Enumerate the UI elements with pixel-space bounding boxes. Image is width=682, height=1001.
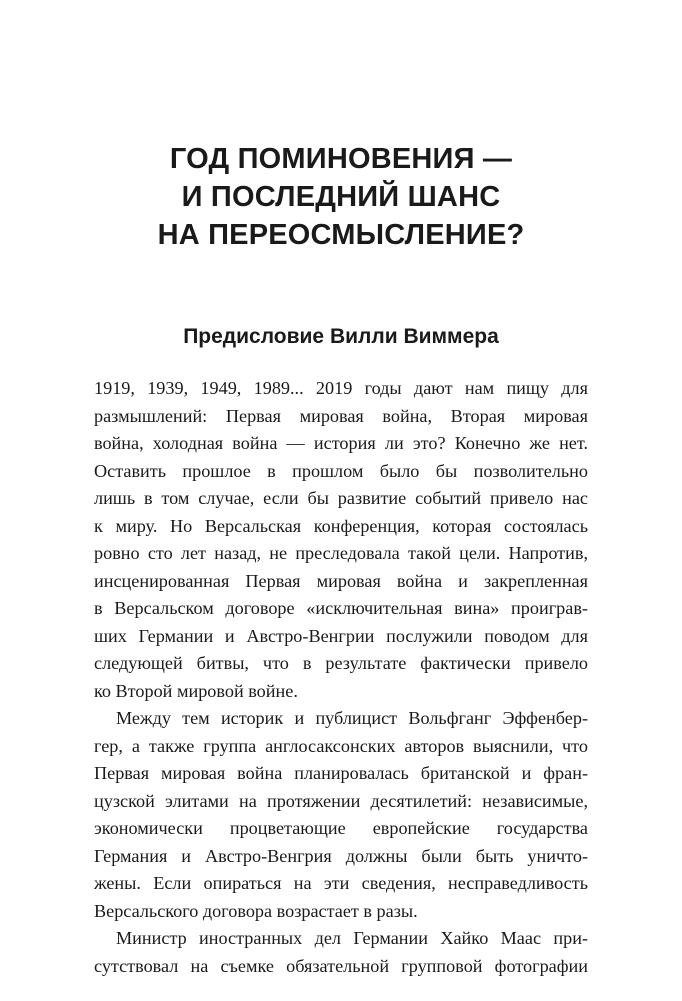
text-line: Министр иностранных дел Германии Хайко Маас при- bbox=[116, 928, 588, 948]
text-line: цузской элитами на протяжении десятилетий: независимые, bbox=[94, 790, 588, 811]
chapter-title bbox=[0, 140, 682, 254]
text-line: следующей битвы, что в результате фактически привело bbox=[94, 653, 588, 673]
text-line: инсценированная Первая мировая война и закрепленная bbox=[94, 570, 588, 591]
text-line: гер, а также группа англосаксонских авторов выяснили, что bbox=[94, 735, 588, 756]
foreword-subtitle: Предисловие Вилли Виммера bbox=[183, 325, 499, 348]
text-line: Версальского договора возрастает в разы. bbox=[94, 900, 418, 921]
text-line: Германия и Австро-Венгрия должны были быть уничто- bbox=[94, 845, 588, 866]
text-line: лишь в том случае, если бы развитие событий привело нас bbox=[94, 488, 588, 508]
text-line: Между тем историк и публицист Вольфганг Эффенбер- bbox=[116, 708, 588, 728]
text-line: сутствовал на съемке обязательной групповой фотографии bbox=[94, 955, 588, 976]
text-line: жены. Если опираться на эти сведения, несправедливость bbox=[94, 873, 588, 893]
text-line: к миру. Но Версальская конференция, которая состоялась bbox=[94, 515, 588, 536]
body-text bbox=[94, 375, 588, 980]
text-line: экономически процветающие европейские государства bbox=[94, 818, 588, 838]
chapter-title-line: И ПОСЛЕДНИЙ ШАНС bbox=[181, 181, 501, 213]
text-line: в Версальском договоре «исключительная вина» проиграв- bbox=[94, 598, 588, 618]
text-line: Первая мировая война планировалась британской и фран- bbox=[94, 763, 588, 783]
text-line: ко Второй мировой войне. bbox=[94, 680, 298, 701]
text-line: ровно сто лет назад, не преследовала такой цели. Напротив, bbox=[94, 543, 588, 563]
chapter-title-line: ГОД ПОМИНОВЕНИЯ — bbox=[169, 143, 513, 175]
text-line: война, холодная война — история ли это? Конечно же нет. bbox=[94, 433, 588, 453]
text-line: 1919, 1939, 1949, 1989... 2019 годы дают нам пищу для bbox=[94, 378, 588, 398]
chapter-title-line: НА ПЕРЕОСМЫСЛЕНИЕ? bbox=[157, 219, 525, 251]
text-line: ших Германии и Австро-Венгрии послужили поводом для bbox=[94, 625, 588, 646]
text-line: Оставить прошлое в прошлом было бы позволительно bbox=[94, 460, 588, 481]
text-line: размышлений: Первая мировая война, Вторая мировая bbox=[94, 405, 588, 426]
